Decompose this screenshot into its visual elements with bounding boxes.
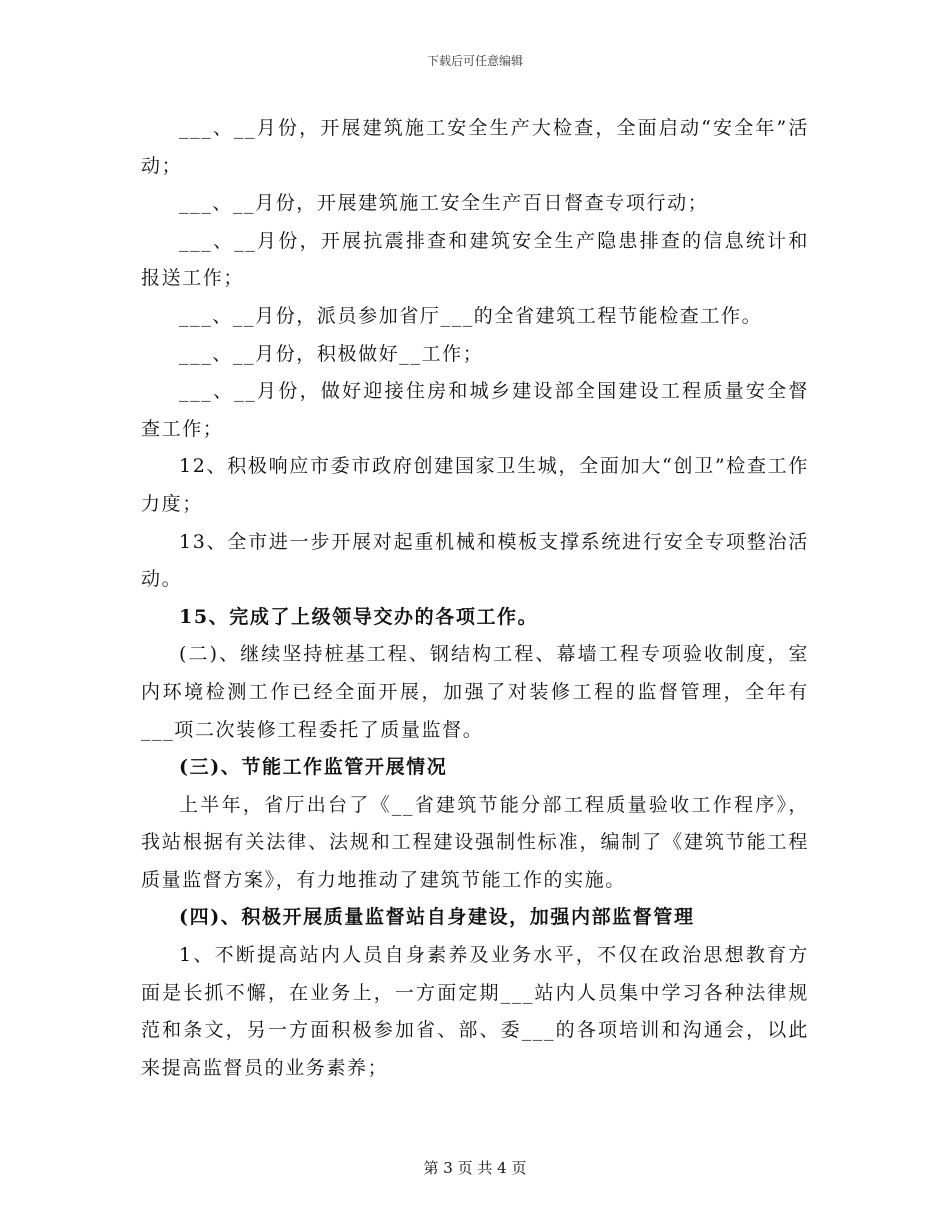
paragraph-6: ___、__月份，做好迎接住房和城乡建设部全国建设工程质量安全督查工作； [141, 380, 809, 440]
paragraph-15-heading: 15、完成了上级领导交办的各项工作。 [179, 605, 539, 628]
page-header: 下载后可任意编辑 [426, 54, 523, 68]
paragraph-4: ___、__月份，派员参加省厅___的全省建筑工程节能检查工作。 [179, 304, 763, 327]
paragraph-section-3-body: 上半年，省厅出台了《__省建筑节能分部工程质量验收工作程序》，我站根据有关法律、法规和工程建设强制性标准，编制了《建筑节能工程质量监督方案》，有力地推动了建筑节能工作的实施。 [141, 793, 809, 891]
section-4-heading: (四)、积极开展质量监督站自身建设，加强内部监督管理 [179, 906, 695, 929]
paragraph-3: ___、__月份，开展抗震排查和建筑安全生产隐患排查的信息统计和报送工作； [141, 229, 809, 290]
paragraph-section-4-item-1: 1、不断提高站内人员自身素养及业务水平，不仅在政治思想教育方面是长抓不懈，在业务上，一方面定期___站内人员集中学习各种法律规范和条文，另一方面积极参加省、部、委___的各项培训和沟通会，以此来提高监督员的业务素养； [141, 944, 809, 1079]
document-body [141, 110, 809, 1087]
section-3-heading: (三)、节能工作监管开展情况 [179, 756, 448, 779]
paragraph-5: ___、__月份，积极做好__工作； [179, 342, 484, 365]
page-number-footer: 第 3 页 共 4 页 [423, 1159, 527, 1177]
paragraph-12: 12、积极响应市委市政府创建国家卫生城，全面加大“创卫”检查工作力度； [141, 455, 809, 515]
paragraph-2: ___、__月份，开展建筑施工安全生产百日督查专项行动； [179, 192, 709, 215]
paragraph-1: ___、__月份，开展建筑施工安全生产大检查，全面启动“安全年”活动； [141, 117, 809, 177]
paragraph-13: 13、全市进一步开展对起重机械和模板支撑系统进行安全专项整治活动。 [141, 530, 809, 591]
paragraph-section-2: (二)、继续坚持桩基工程、钢结构工程、幕墙工程专项验收制度，室内环境检测工作已经全面开展，加强了对装修工程的监督管理，全年有___项二次装修工程委托了质量监督。 [141, 643, 809, 741]
